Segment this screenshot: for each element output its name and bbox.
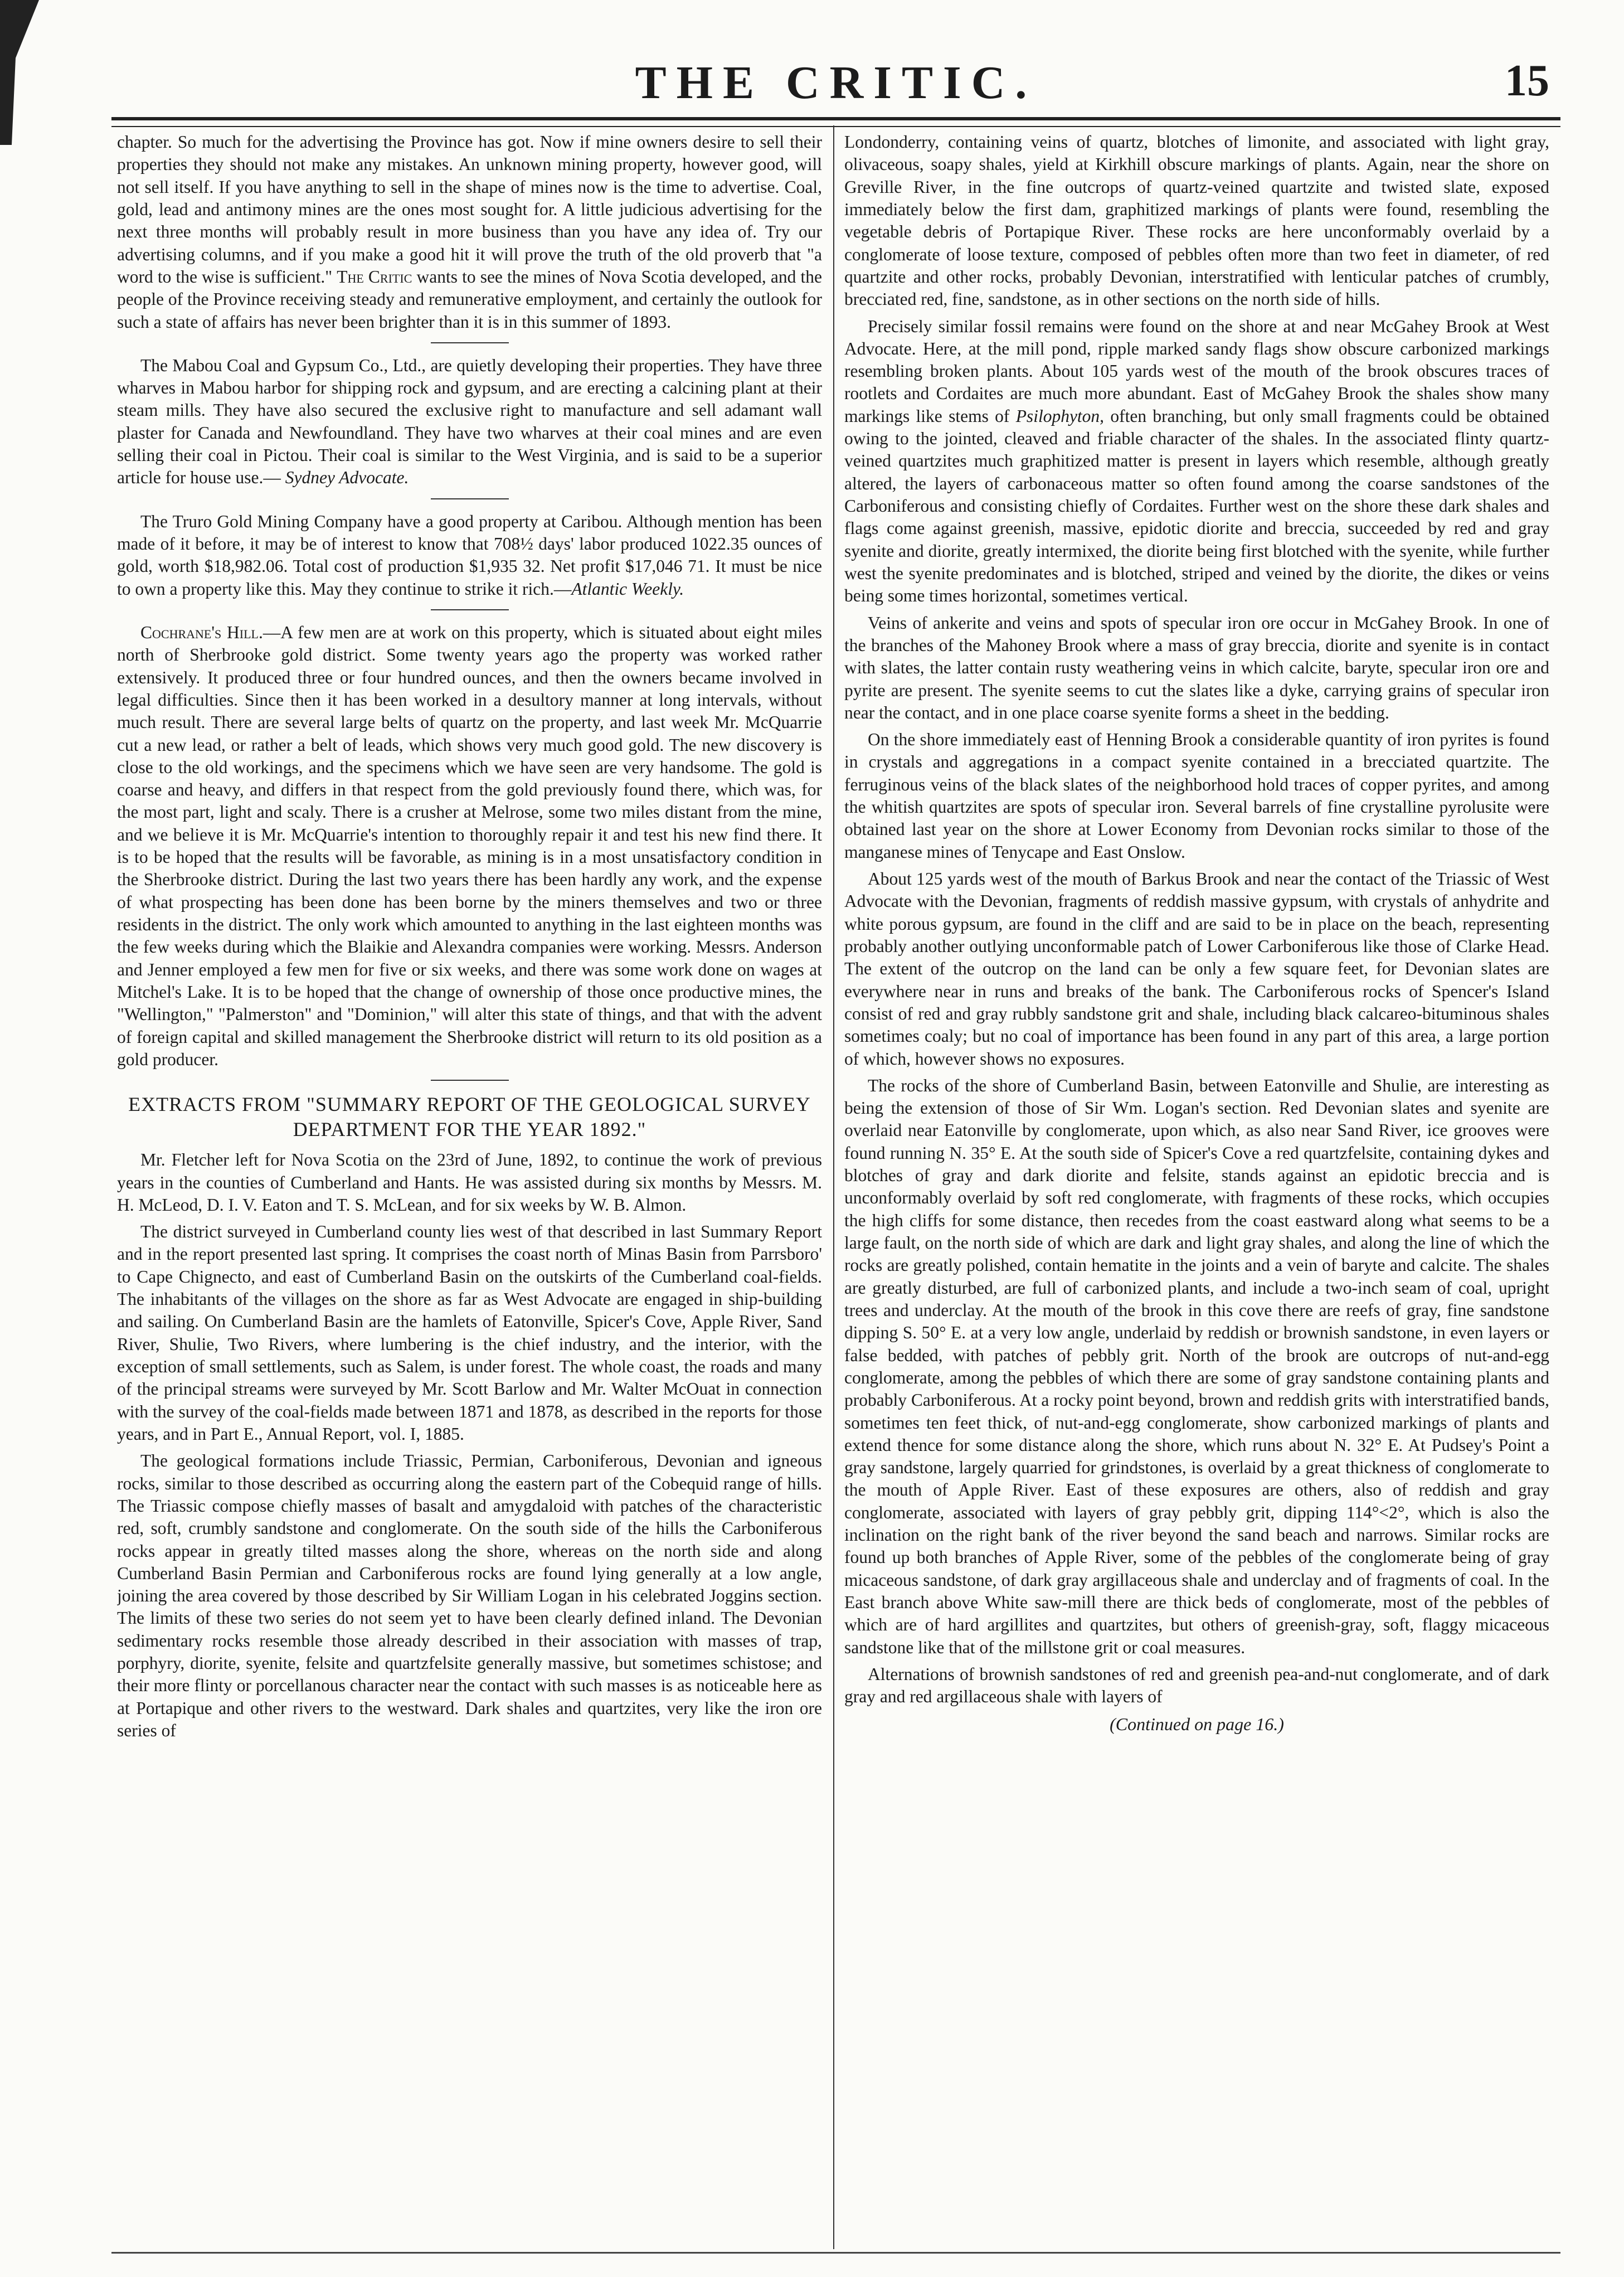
article-paragraph: [844, 315, 1549, 608]
paragraph-text: chapter. So much for the advertising the Province has got. Now if mine owners desire to sell their properties they should not make any mistakes. An unknown mining property, however good, will not sell itself. If you have anything to sell in the shape of mines now is the time to advertise. Coal, gold, lead and antimony mines are the ones most sought for. A little judicious advertising for the next three months will probably result in more business than you have any idea of. Try our advertising columns, and if you make a good hit it will prove the truth of the old proverb that "a word to the wise is sufficient.": [117, 132, 822, 287]
article-paragraph: About 125 yards west of the mouth of Barkus Brook and near the contact of the Triassic of West Advocate with the Devonian, fragments of reddish massive gypsum, with crystals of anhydrite and white porous gypsum, are found in the cliff and are said to be in place on the beach, representing probably another outlying unconformable patch of Lower Carboniferous like those of Clarke Head. The extent of the outcrop on the land can be only a few square feet, for Devonian slates are everywhere near in runs and breaks of the bank. The Carboniferous rocks of Spencer's Island consist of red and gray rubbly sandstone grit and shale, including black calcareo-bituminous shales sometimes coaly; but no coal of importance has been found in any part of this area, a large portion of which, however shows no exposures.: [844, 869, 1549, 1069]
article-separator: [431, 498, 509, 499]
masthead: THE CRITIC.: [635, 57, 1037, 109]
section-title: EXTRACTS FROM "SUMMARY REPORT OF THE GEOLOGICAL SURVEY DEPARTMENT FOR THE YEAR 1892.": [128, 1093, 811, 1141]
article-paragraph: Alternations of brownish sandstones of red and greenish pea-and-nut conglomerate, and of dark gray and red argillaceous shale with layers of: [844, 1664, 1549, 1707]
page-number: 15: [1505, 56, 1549, 105]
fossil-name: Psilophyton,: [1015, 406, 1105, 426]
paragraph-text: often branching, but only small fragments could be obtained owing to the jointed, cleaved and friable character of the shales. In the associated flinty quartz-veined quartzites much graphitized matter is present in layers which resemble, although greatly altered, the layers of carbonaceous matter so often found among the coarse sandstones of the Carboniferous and consisting chiefly of Cordaites. Further west on the shore these dark shales and flags come against greenish, massive, epidotic diorite and breccia, succeeded by red and gray syenite and diorite, greatly intermixed, the diorite being first blotched with the syenite, while further west the syenite predominates and is blotched, striped and veined by the diorite, the dikes or veins being some times horizontal, sometimes vertical.: [844, 406, 1549, 606]
continued-note: (Continued on page 16.): [1110, 1713, 1284, 1734]
article-paragraph: Londonderry, containing veins of quartz, blotches of limonite, and associated with light gray, olivaceous, soapy shales, yield at Kirkhill obscure markings of plants. Again, near the shore on Greville River, in the fine outcrops of quartz-veined quartzite and twisted slate, exposed immediately below the first dam, graphitized markings of plants were found, resembling the vegetable debris of Portapique River. These rocks are here unconformably overlaid by a conglomerate of loose texture, composed of pebbles often more than two feet in diameter, of red quartzite and other rocks, probably Devonian, interstratified with lenticular patches of crumbly, brecciated red, fine, sandstone, as in other sections on the north side of hills.: [844, 132, 1549, 309]
article-paragraph: The rocks of the shore of Cumberland Basin, between Eatonville and Shulie, are interesting as being the extension of those of Sir Wm. Logan's section. Red Devonian slates and syenite are overlaid near Eatonville by conglomerate, upon which, as also near Sand River, ice grooves were found running N. 35° E. At the south side of Spicer's Cove a red quartzfelsite, containing dykes and blotches of gray and dark diorite and felsite, stands against an epidotic breccia and is unconformably overlaid by soft red conglomerate, with fragments of these rocks, which occupies the high cliffs for some distance, then recedes from the coast eastward along what seems to be a large fault, on the north side of which are dark and light gray shales, and along the line of which the rocks are greatly polished, contain hematite in the joints and a vein of baryte and calcite. The shales are greatly disturbed, are full of carbonized plants, and include a two-inch seam of coal, upright trees and underclay. At the mouth of the brook in this cove there are reefs of gray, fine sandstone dipping S. 50° E. at a very low angle, underlaid by reddish or brownish sandstone, in even layers or false bedded, with patches of pebbly grit. North of the brook are outcrops of nut-and-egg conglomerate, among the pebbles of which there are some of gray sandstone containing plants and probably Carboniferous. At a rocky point beyond, brown and reddish grits with interstratified bands, sometimes ten feet thick, of nut-and-egg conglomerate, show carbonized markings of plants and extend thence for some distance along the shore, which runs about N. 32° E. At Pudsey's Point a gray sandstone, largely quarried for grindstones, is overlaid by a great thickness of conglomerate to the mouth of Apple River. East of these exposures are others, also of reddish and gray conglomerate, associated with layers of gray pebbly grit, dipping 114°<2°, which is also the inclination on the right bank of the river beyond the sand beach and narrows. Similar rocks are found up both branches of Apple River, some of the pebbles of the conglomerate being of gray micaceous sandstone, of dark gray argillaceous shale and underclay and of fragments of coal. In the East branch above White saw-mill there are thick beds of conglomerate, most of the pebbles of which are of hard argillites and quartzites, but others of greenish-gray, soft, flaggy micaceous sandstone like that of the millstone grit or coal measures.: [844, 1075, 1549, 1657]
paragraph-text: The Truro Gold Mining Company have a good property at Caribou. Although mention has been made of it before, it may be of interest to know that 708½ days' labor produced 1022.35 ounces of gold, worth $18,982.06. Total cost of production $1,935 32. Net profit $17,046 71. It must be nice to own a property like this. May they continue to strike it rich.—: [117, 511, 822, 599]
scan-edge-mark: [0, 0, 39, 145]
article-paragraph: The geological formations include Triassic, Permian, Carboniferous, Devonian and igneous rocks, similar to those described as occurring along the eastern part of the Cobequid range of hills. The Triassic compose chiefly masses of basalt and amygdaloid with patches of the characteristic red, soft, crumbly sandstone and conglomerate. On the south side of the hills the Carboniferous rocks appear in greatly tilted masses along the shore, whereas on the north side and along Cumberland Basin Permian and Carboniferous rocks are found lying generally at a low angle, joining the area covered by those described by Sir William Logan in his celebrated Joggins section. The limits of these two series do not seem yet to have been clearly defined inland. The Devonian sedimentary rocks resemble those already described in their association with masses of trap, porphyry, diorite, syenite, felsite and quartzfelsite generally massive, but sometimes schistose; and their more flinty or porcellanous character near the contact with such masses is as noticeable here as at Portapique and other rivers to the westward. Dark shales and quartzites, very like the iron ore series of: [117, 1451, 822, 1740]
source-citation: Atlantic Weekly.: [571, 579, 684, 599]
article-paragraph: [117, 131, 822, 333]
article-paragraph: [117, 355, 822, 489]
article-paragraph: Veins of ankerite and veins and spots of specular iron ore occur in McGahey Brook. In one of the branches of the Mahoney Brook where a mass of gray breccia, diorite and syenite is in contact with slates, the latter contain rusty weathering veins in which calcite, baryte, specular iron ore and pyrite are present. The syenite seems to cut the slates like a dyke, carrying grains of specular iron near the contact, and in one place coarse syenite forms a sheet in the bedding.: [844, 613, 1549, 722]
left-column: [117, 131, 822, 2249]
article-paragraph: Mr. Fletcher left for Nova Scotia on the 23rd of June, 1892, to continue the work of previous years in the counties of Cumberland and Hants. He was assisted during six months by Messrs. M. H. McLeod, D. I. V. Eaton and T. S. McLean, and for six weeks by W. B. Almon.: [117, 1150, 822, 1215]
paragraph-text: The Mabou Coal and Gypsum Co., Ltd., are quietly developing their properties. They have three wharves in Mabou harbor for shipping rock and gypsum, and are erecting a calcining plant at their steam mills. They have also secured the exclusive right to manufacture and sell adamant wall plaster for Canada and Newfoundland. They have two wharves at their coal mines and are even selling their coal in Pictou. Their coal is similar to the West Virginia, and is said to be a superior article for house use.—: [117, 355, 822, 488]
article-separator: [431, 609, 509, 610]
paragraph-text: Precisely similar fossil remains were found on the shore at and near McGahey Brook at West Advocate. Here, at the mill pond, ripple marked sandy flags show obscure carbonized markings resembling broken plants. About 105 yards west of the mouth of the brook obscures traces of rootlets and Cordaites are much more abundant. East of McGahey Brook the shales show many markings like stems of: [844, 316, 1549, 426]
article-paragraph: On the shore immediately east of Henning Brook a considerable quantity of iron pyrites is found in crystals and aggregations in a compact syenite contained in a brecciated quartzite. The ferruginous veins of the black slates of the neighborhood hold traces of copper pyrites, and among the whitish quartzites are spots of specular iron. Several barrels of fine crystalline pyrolusite were obtained last year on the shore at Lower Economy from Devonian rocks similar to those of the manganese mines of Tenycape and East Onslow.: [844, 730, 1549, 862]
paragraph-text: wants to see the mines of Nova Scotia developed, and the people of the Province receiving steady and remunerative employment, and certainly the outlook for such a state of affairs has never been brighter than it is in this summer of 1893.: [117, 266, 822, 332]
source-citation: Sydney Advocate.: [285, 468, 409, 488]
paragraph-text: —A few men are at work on this property, which is situated about eight miles north of Sherbrooke gold district. Some twenty years ago the property was worked rather extensively. It produced three or four hundred ounces, and then the owners became involved in legal difficulties. Since then it has been worked in a desultory manner at long intervals, without much result. There are several large belts of quartz on the property, and last week Mr. McQuarrie cut a new lead, or rather a belt of leads, which shows very much good gold. The new discovery is close to the old workings, and the specimens which we have seen are very handsome. The gold is coarse and heavy, and differs in that respect from the gold previously found there, which was, for the most part, light and scaly. There is a crusher at Melrose, some two miles distant from the mine, and we believe it is Mr. McQuarrie's intention to thoroughly repair it and test his new find there. It is to be hoped that the results will be favorable, as mining is in a most unsatisfactory condition in the Sherbrooke district. During the last two years there has been hardly any work, and the expense of what prospecting has been done has been borne by the miners themselves and two or three residents in the district. The only work which amounted to anything in the last eighteen months was the few weeks during which the Blaikie and Alexandra companies were working. Messrs. Anderson and Jenner employed a few men for five or six weeks, and there was some work done on wages at Mitchel's Lake. It is to be hoped that the change of ownership of those once productive mines, the "Wellington," "Palmerston" and "Dominion," will alter this state of things, and that with the advent of foreign capital and skilled management the Sherbrooke district will return to its old position as a gold producer.: [117, 622, 822, 1069]
header-rule: [111, 117, 1560, 127]
right-column: [844, 131, 1549, 2249]
article-paragraph: The district surveyed in Cumberland county lies west of that described in last Summary Report and in the report presented last spring. It comprises the coast north of Minas Basin from Parrsboro' to Cape Chignecto, and east of Cumberland Basin on the outskirts of the Cumberland coal-fields. The inhabitants of the villages on the shore as far as West Advocate are engaged in ship-building and sailing. On Cumberland Basin are the hamlets of Eatonville, Spicer's Cove, Apple River, Sand River, Shulie, Two Rivers, where lumbering is the chief industry, and the interior, with the exception of small settlements, such as Salem, is under forest. The whole coast, the roads and many of the principal streams were surveyed by Mr. Scott Barlow and Mr. Walter McOuat in connection with the survey of the coal-fields made between 1871 and 1878, as described in the reports for those years, and in Part E., Annual Report, vol. I, 1885.: [117, 1222, 822, 1444]
column-divider: [833, 125, 834, 2249]
page-header: [111, 56, 1560, 117]
article-paragraph: [117, 511, 822, 600]
footer-rule: [111, 2252, 1560, 2254]
article-separator: [431, 1080, 509, 1081]
article-separator: [431, 342, 509, 343]
article-paragraph: [117, 622, 822, 1071]
article-lead: Cochrane's Hill.: [140, 622, 263, 642]
critic-name: The Critic: [337, 266, 412, 287]
